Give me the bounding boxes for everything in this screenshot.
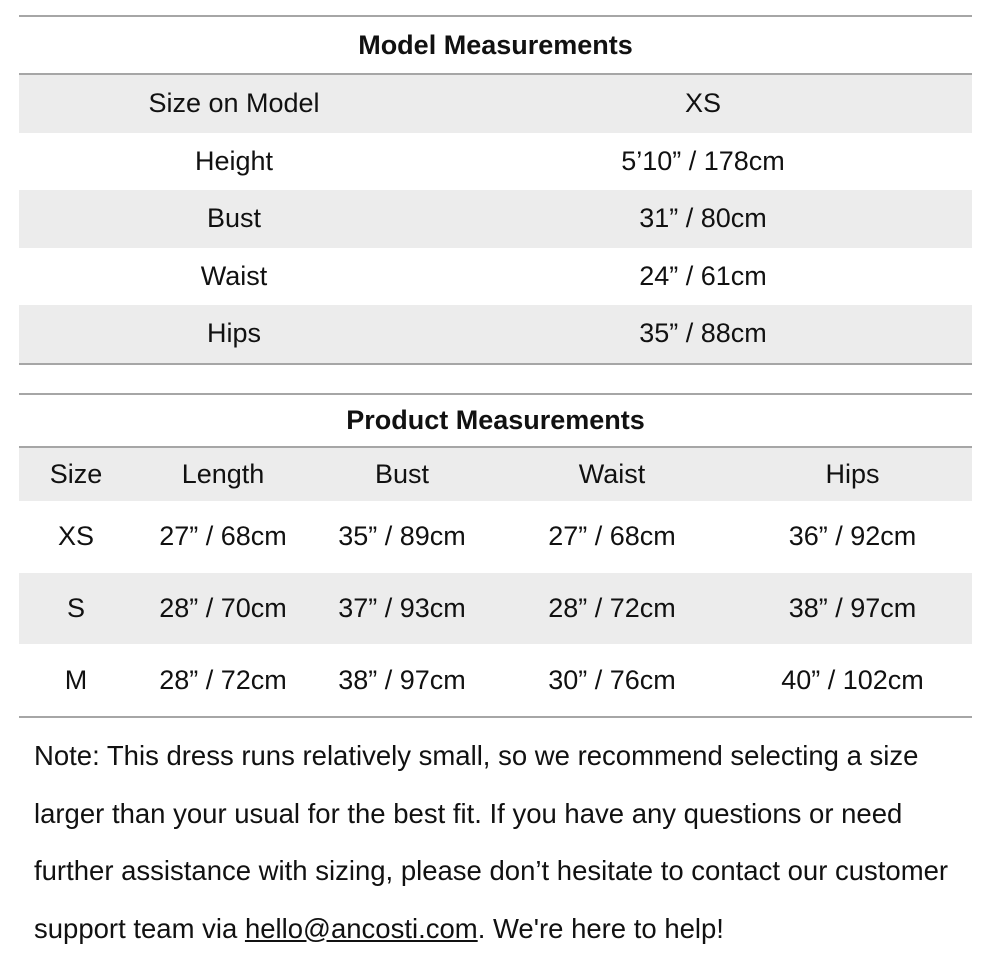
row-label: Height [194, 145, 274, 176]
column-header-length: Length [181, 459, 265, 489]
product-measurements-table [19, 393, 972, 718]
size-cell: M [64, 664, 88, 695]
table-row [19, 305, 972, 363]
size-cell: S [66, 593, 85, 624]
row-value: XS [684, 88, 722, 119]
row-value: 31” / 80cm [639, 203, 767, 234]
length-cell: 28” / 72cm [159, 664, 287, 695]
table-header-row [19, 448, 972, 501]
model-measurements-title: Model Measurements [19, 17, 972, 75]
column-header-size: Size [49, 459, 103, 489]
support-email-link[interactable]: hello@ancosti.com [244, 912, 478, 944]
sizing-note [34, 727, 974, 957]
bust-cell: 37” / 93cm [338, 593, 466, 624]
row-label: Bust [206, 203, 262, 234]
table-row [19, 133, 972, 191]
length-cell: 27” / 68cm [159, 521, 287, 552]
row-value: 35” / 88cm [639, 318, 767, 349]
column-header-hips: Hips [825, 459, 880, 489]
row-label: Size on Model [148, 88, 320, 119]
column-header-bust: Bust [374, 459, 430, 489]
row-label: Waist [200, 260, 268, 291]
model-measurements-table [19, 15, 972, 365]
bust-cell: 38” / 97cm [338, 664, 466, 695]
hips-cell: 40” / 102cm [781, 664, 924, 695]
waist-cell: 28” / 72cm [548, 593, 676, 624]
length-cell: 28” / 70cm [159, 593, 287, 624]
table-row [19, 573, 972, 645]
waist-cell: 30” / 76cm [548, 664, 676, 695]
table-row [19, 501, 972, 573]
hips-cell: 36” / 92cm [788, 521, 917, 552]
hips-cell: 38” / 97cm [788, 593, 917, 624]
bust-cell: 35” / 89cm [338, 521, 466, 552]
waist-cell: 27” / 68cm [548, 521, 676, 552]
note-text: Note: This dress runs relatively small, so we recommend selecting a size larger than your usual for the best fit. If you have any questions or need further assistance with sizing, please don’t hesitate to contact our customer support team via [34, 740, 949, 944]
table-row [19, 644, 972, 716]
row-value: 24” / 61cm [639, 260, 767, 291]
table-row [19, 75, 972, 133]
size-cell: XS [57, 521, 95, 552]
column-header-waist: Waist [578, 459, 646, 489]
table-row [19, 190, 972, 248]
row-label: Hips [206, 318, 261, 349]
note-text-end: . We're here to help! [477, 912, 724, 944]
table-row [19, 248, 972, 306]
product-measurements-title: Product Measurements [19, 395, 972, 448]
row-value: 5’10” / 178cm [621, 145, 785, 176]
